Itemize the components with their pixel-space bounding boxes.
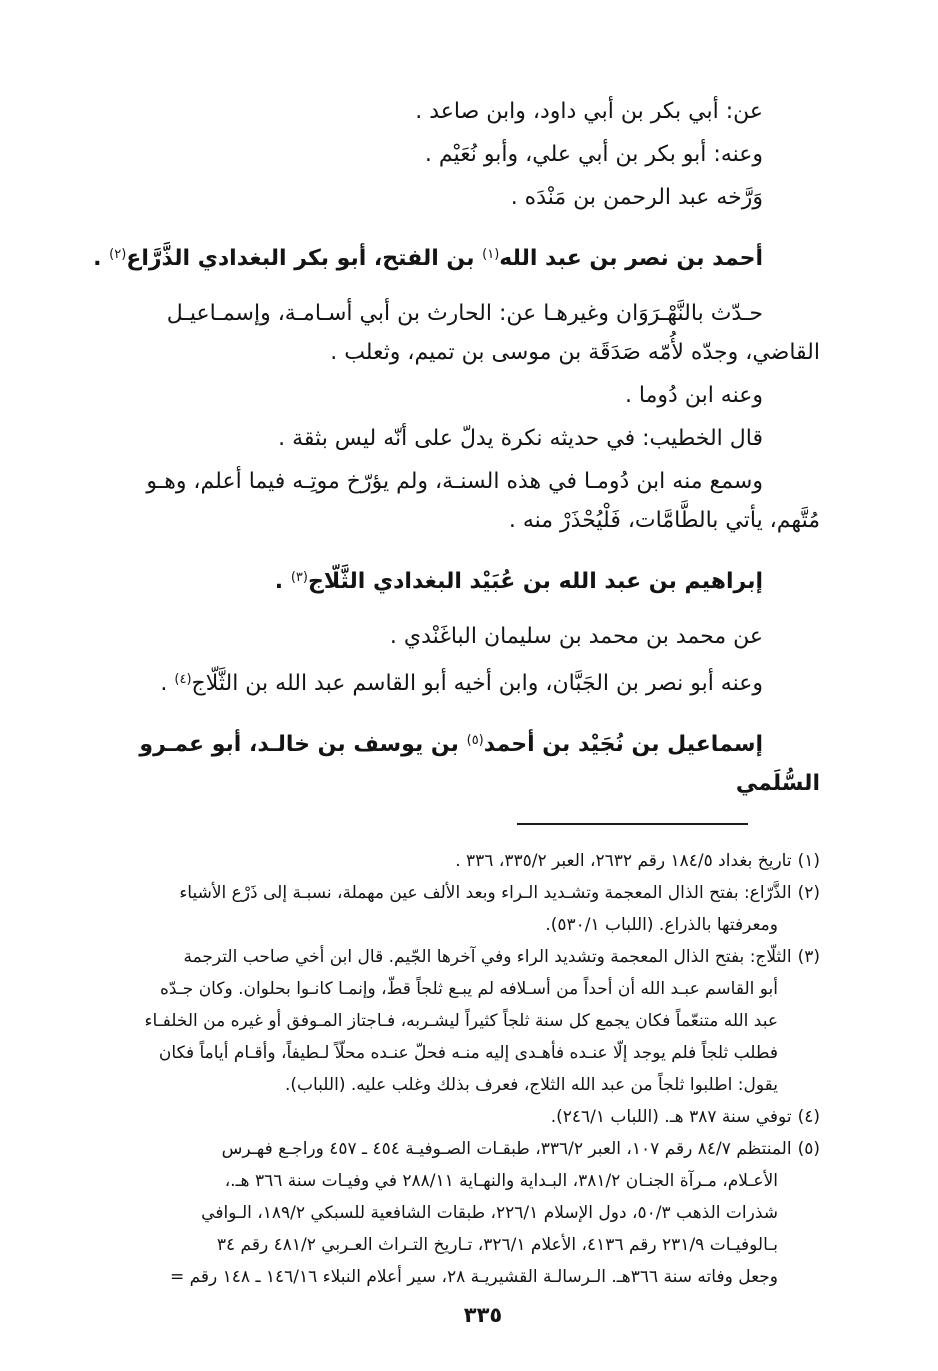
footnote-text: المنتظم ٨٤/٧ رقم ١٠٧، العبر ٣٣٦/٢، طبقـات الصـوفيـة ٤٥٤ ـ ٤٥٧ وراجـع فهـرس الأعـلام، مـرآة الجنـان ٣٨١/٢، البـداية والنهـاية ٢٨٨/١١ في وفيـات سنة ٣٦٦ هـ.، شذرات الذهب ٥٠/٣، دول الإسلام ٢٢٦/١، طبقات الشافعية للسبكي ١٨٩/٢، الـوافي بـالوفيـات ٢٣١/٩ رقم ٤١٣٦، الأعلام ٣٢٦/١، تـاريخ التـراث العـربي ٤٨١/٢ رقم ٣٤ وجعل وفاته سنة ٣٦٦هـ. الـرسالـة القشيريـة ٢٨، سير أعلام النبلاء ١٤٦/١٦ ـ ١٤٨ رقم = <box>169 1139 792 1287</box>
body-paragraph <box>57 462 820 540</box>
footnote <box>57 941 820 1101</box>
text-segment: وعنه أبو نصر بن الجَبَّان، وابن أخيه أبو القاسم عبد الله بن الثَّلّاج <box>191 671 763 696</box>
footnote-number: (٣) <box>797 947 820 967</box>
footnote-number: (١) <box>797 851 820 871</box>
footnote-number: (٢) <box>797 883 820 903</box>
footnotes <box>0 825 938 1293</box>
text-segment: إسماعيل بن نُجَيْد بن أحمد <box>483 732 763 757</box>
entry-heading <box>57 721 820 803</box>
text-segment: عن محمد بن محمد بن سليمان الباغَنْدي . <box>389 624 763 649</box>
footnote-ref: (٢) <box>109 247 127 262</box>
text-segment: . <box>274 569 291 594</box>
text-segment: . <box>160 671 175 696</box>
footnote-text: توفي سنة ٣٨٧ هـ. (اللباب ٢٤٦/١). <box>550 1107 792 1127</box>
body-paragraph <box>57 419 820 458</box>
text-segment: بن الفتح، أبو بكر البغدادي الذَّرَّاع <box>126 246 483 271</box>
footnote <box>57 1133 820 1293</box>
text-segment: وَرَّخه عبد الرحمن بن مَنْدَه . <box>510 185 763 210</box>
footnote <box>57 1101 820 1133</box>
text-segment: عن: أبي بكر بن أبي داود، وابن صاعد . <box>415 99 763 124</box>
footnote <box>57 877 820 941</box>
text-segment: بن يوسف بن خالـد، أبو عمـرو السُّلَمي <box>139 732 820 796</box>
footnote-text: الثلّاج: بفتح الذال المعجمة وتشديد الراء وفي آخرها الجّيم. قال ابن أخي صاحب الترجمة أبو القاسم عبـد الله أن أحداً من أسـلافه لم يبـع ثلجاً قطّ، وإنمـا كانـوا بحلوان. وكان جـدّه عبد الله متنعّماً فكان يجمع كل سنة ثلجاً كثيراً ليشـربه، فـاجتاز المـوفق أو غيره من الخلفـاء فطلب ثلجاً فلم يوجد إلّا عنـده فأهـدى إليه منـه فحلّ عنـده محلّاً لـطيفاً، وأقـام أياماً فكان يقول: اطلبوا ثلجاً من عبد الله الثلاج، فعرف بذلك وغلب عليه. (اللباب). <box>144 947 792 1095</box>
body-paragraph <box>57 178 820 217</box>
footnote-number: (٤) <box>797 1107 820 1127</box>
body-paragraph <box>57 617 820 656</box>
body-paragraph <box>57 294 820 372</box>
footnote-ref: (١) <box>482 247 500 262</box>
text-segment: أحمد بن نصر بن عبد الله <box>499 246 763 271</box>
body-paragraph <box>57 660 820 703</box>
footnote-ref: (٣) <box>290 570 308 585</box>
page-number: ٣٣٥ <box>463 1303 503 1327</box>
footnote-ref: (٥) <box>466 733 484 748</box>
body-paragraph <box>57 135 820 174</box>
text-segment: وسمع منه ابن دُومـا في هذه السنـة، ولم يؤرّخ موتِـه فيما أعلم، وهـو <box>146 469 763 494</box>
footnote-ref: (٤) <box>174 672 192 687</box>
footnote <box>57 845 820 877</box>
text-segment: إبراهيم بن عبد الله بن عُبَيْد البغدادي الثَّلّاج <box>307 569 763 594</box>
text-segment: القاضي، وجدّه لأُمّه صَدَقَة بن موسى بن تميم، وثعلب . <box>330 340 820 365</box>
footnote-number: (٥) <box>797 1139 820 1159</box>
text-segment: وعنه: أبو بكر بن أبي علي، وأبو نُعَيْم . <box>424 142 763 167</box>
entry-heading <box>57 235 820 278</box>
footnote-text: الذَّرّاع: بفتح الذال المعجمة وتشـديد الـراء وبعد الألف عين مهملة، نسبـة إلى ذَرْع الأشياء ومعرفتها بالذراع. (اللباب ٥٣٠/١). <box>179 883 792 935</box>
text-segment: . <box>93 246 110 271</box>
text-segment: قال الخطيب: في حديثه نكرة يدلّ على أنّه ليس بثقة . <box>278 426 763 451</box>
entry-heading <box>57 558 820 601</box>
footnote-text: تاريخ بغداد ١٨٤/٥ رقم ٢٦٣٢، العبر ٣٣٥/٢، ٣٣٦ . <box>455 851 792 871</box>
body-paragraph <box>57 376 820 415</box>
text-segment: حـدّث بالنَّهْـرَوَان وغيرهـا عن: الحارث بن أبي أسـامـة، وإسمـاعيـل <box>166 301 763 326</box>
text-segment: مُتَّهم، يأتي بالطَّامَّات، فَلْيُحْذَرْ منه . <box>508 508 820 533</box>
text-segment: وعنه ابن دُوما . <box>624 383 763 408</box>
body-paragraph <box>57 92 820 131</box>
